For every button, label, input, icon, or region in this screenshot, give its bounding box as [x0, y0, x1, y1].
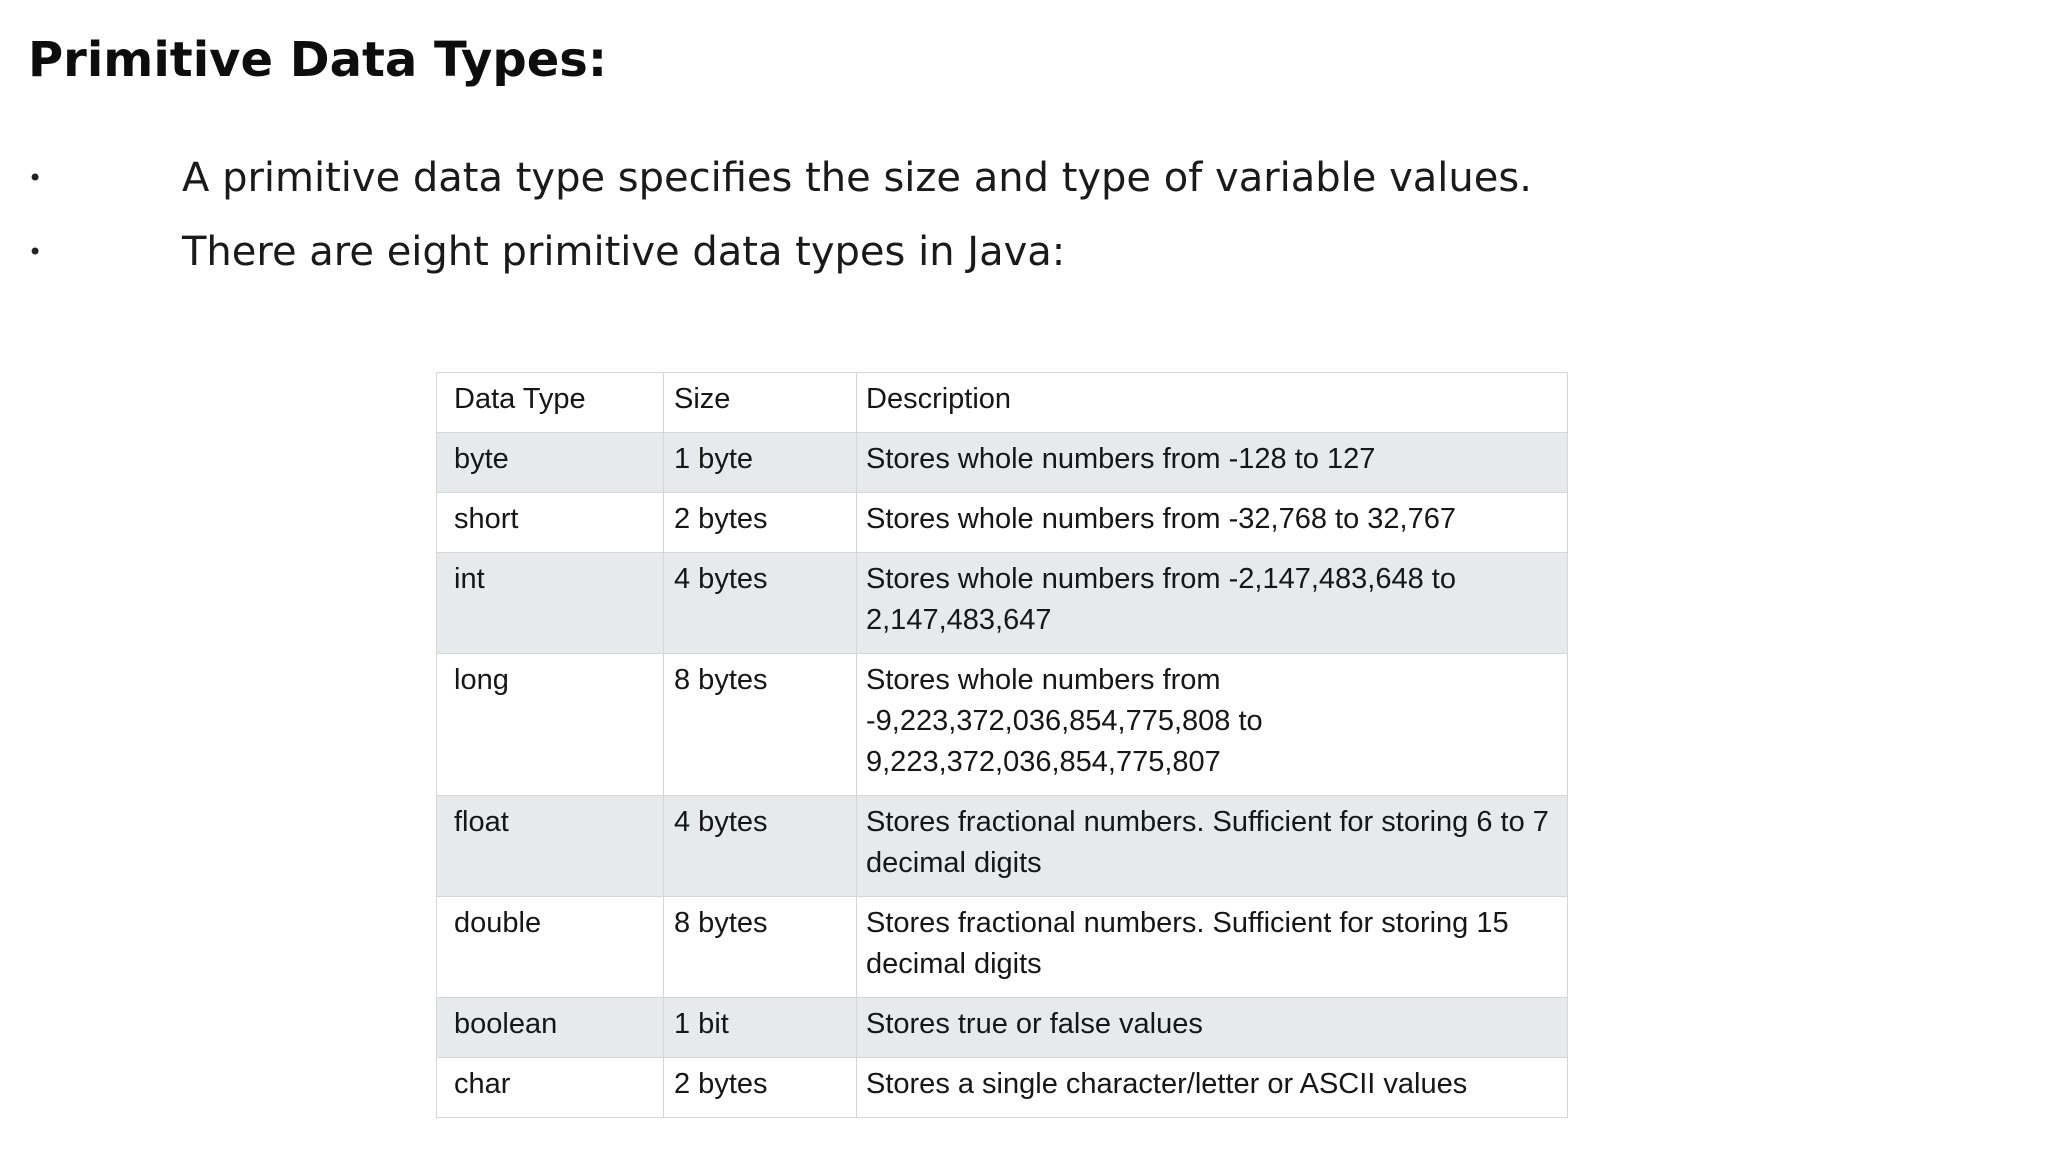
bullet-text: There are eight primitive data types in Java: [182, 229, 1066, 275]
cell-data-type: int [437, 553, 664, 654]
bullet-marker: • [28, 164, 43, 192]
cell-data-type: double [437, 897, 664, 998]
cell-data-type: short [437, 493, 664, 553]
cell-size: 1 byte [664, 433, 857, 493]
cell-data-type: float [437, 796, 664, 897]
cell-size: 8 bytes [664, 654, 857, 796]
cell-description: Stores whole numbers from -9,223,372,036,854,775,808 to 9,223,372,036,854,775,807 [857, 654, 1568, 796]
table-row [437, 493, 1568, 553]
header-size: Size [664, 373, 857, 433]
cell-description: Stores fractional numbers. Sufficient for storing 6 to 7 decimal digits [857, 796, 1568, 897]
cell-description: Stores a single character/letter or ASCII values [857, 1058, 1568, 1118]
cell-description: Stores whole numbers from -2,147,483,648 to 2,147,483,647 [857, 553, 1568, 654]
table-row [437, 654, 1568, 796]
cell-data-type: byte [437, 433, 664, 493]
table-row [437, 998, 1568, 1058]
header-data-type: Data Type [437, 373, 664, 433]
cell-size: 4 bytes [664, 553, 857, 654]
bullet-text: A primitive data type specifies the size and type of variable values. [182, 155, 1532, 201]
cell-description: Stores true or false values [857, 998, 1568, 1058]
bullet-list [0, 148, 1700, 296]
header-description: Description [857, 373, 1568, 433]
cell-size: 2 bytes [664, 1058, 857, 1118]
cell-description: Stores whole numbers from -128 to 127 [857, 433, 1568, 493]
table-row [437, 897, 1568, 998]
cell-data-type: char [437, 1058, 664, 1118]
table-row [437, 1058, 1568, 1118]
bullet-item [0, 148, 1700, 222]
cell-size: 2 bytes [664, 493, 857, 553]
cell-size: 1 bit [664, 998, 857, 1058]
cell-description: Stores fractional numbers. Sufficient for storing 15 decimal digits [857, 897, 1568, 998]
bullet-item [0, 222, 1700, 296]
table-header-row [437, 373, 1568, 433]
slide-title: Primitive Data Types: [28, 32, 608, 88]
cell-description: Stores whole numbers from -32,768 to 32,767 [857, 493, 1568, 553]
primitive-types-table [436, 372, 1568, 1118]
cell-size: 8 bytes [664, 897, 857, 998]
table-row [437, 433, 1568, 493]
cell-data-type: boolean [437, 998, 664, 1058]
cell-data-type: long [437, 654, 664, 796]
table-row [437, 796, 1568, 897]
bullet-marker: • [28, 238, 43, 266]
cell-size: 4 bytes [664, 796, 857, 897]
table-row [437, 553, 1568, 654]
